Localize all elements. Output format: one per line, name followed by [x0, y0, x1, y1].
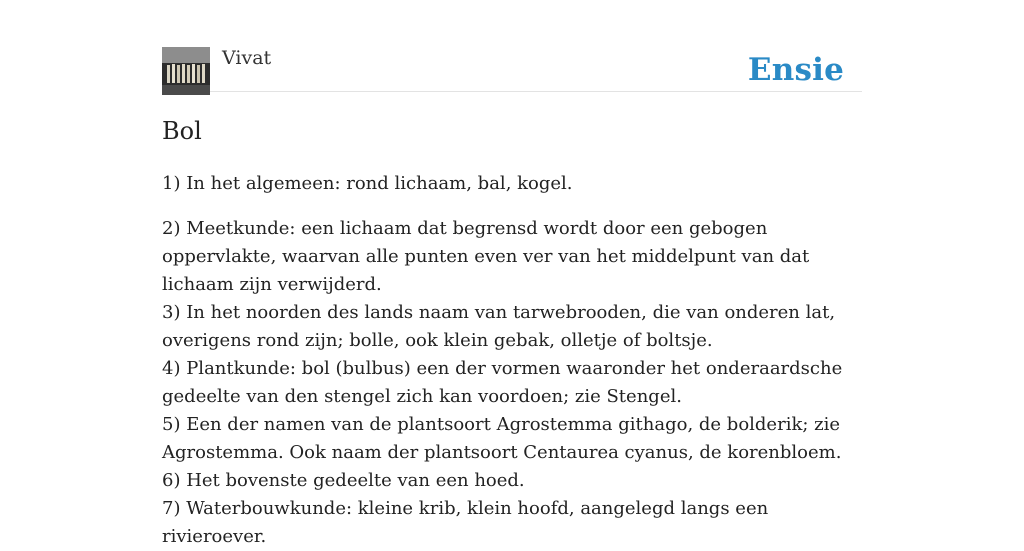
definition-entry: 6) Het bovenste gedeelte van een hoed. [162, 470, 525, 491]
definition-entry: 5) Een der namen van de plantsoort Agrostemma githago, de bolderik; zie Agrostemma. Ook naam der plantsoort Centaurea cyanus, de korenbloem. [162, 414, 842, 463]
page-title: Bol [162, 117, 202, 145]
definition-entry: 3) In het noorden des lands naam van tarwebrooden, die van onderen lat, overigens rond zijn; bolle, ook klein gebak, olletje of boltsje. [162, 302, 836, 351]
definition-entry: 7) Waterbouwkunde: kleine krib, klein hoofd, aangelegd langs een rivieroever. [162, 498, 769, 547]
definition-entry: 2) Meetkunde: een lichaam dat begrensd wordt door een gebogen oppervlakte, waarvan alle punten even ver van het middelpunt van dat lichaam zijn verwijderd. [162, 218, 810, 295]
article-page [162, 0, 862, 547]
avatar[interactable] [162, 47, 210, 95]
definition-list [162, 215, 862, 551]
definition-intro: 1) In het algemeen: rond lichaam, bal, kogel. [162, 173, 573, 194]
book-spines-icon [162, 47, 210, 95]
brand-logo[interactable]: Ensie [747, 52, 844, 88]
author-name[interactable]: Vivat [222, 47, 272, 69]
header [162, 0, 862, 92]
definition-entry: 4) Plantkunde: bol (bulbus) een der vormen waaronder het onderaardsche gedeelte van den stengel zich kan voordoen; zie Stengel. [162, 358, 843, 407]
